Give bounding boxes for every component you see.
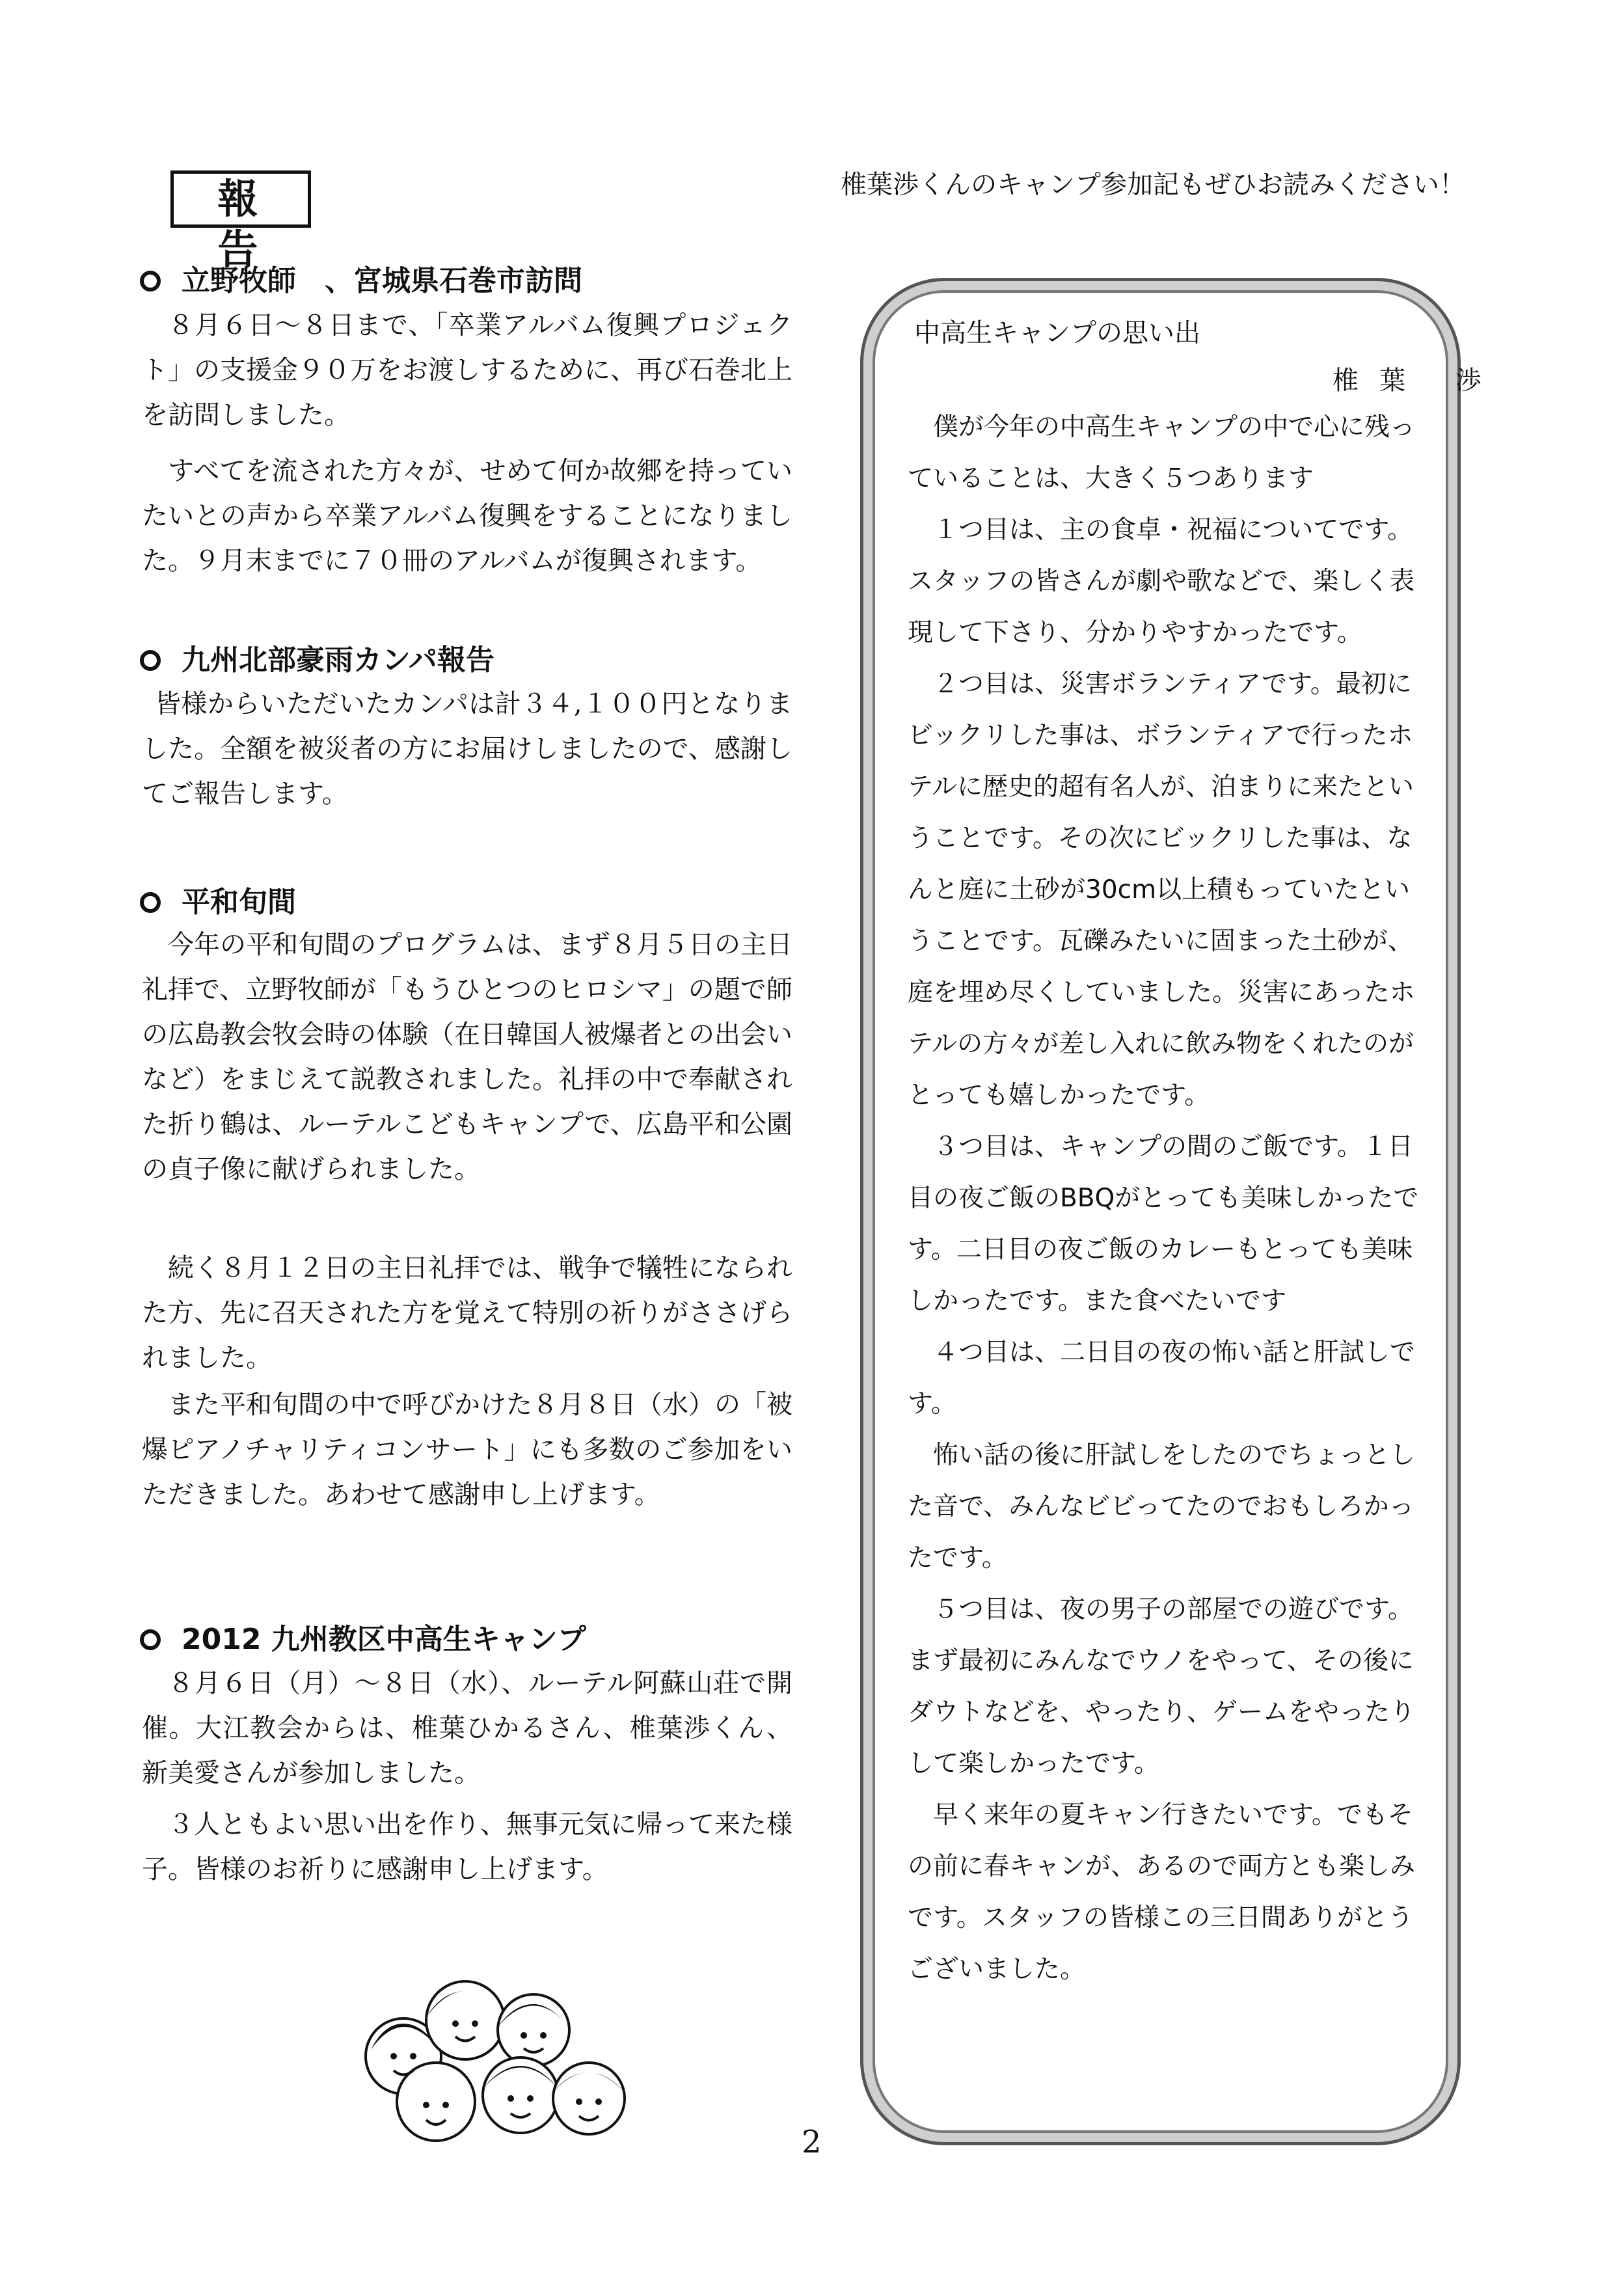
section-peace-paragraph-2: 続く８月１２日の主日礼拝では、戦争で犠牲になられた方、先に召天された方を覚えて特別の祈りがささげられました。 xyxy=(142,1253,792,1373)
circle-bullet-icon xyxy=(140,892,161,913)
essay-paragraph: 早く来年の夏キャン行きたいです。でもその前に春キャンが、あるので両方とも楽しみです。スタッフの皆様この三日間ありがとうございました。 xyxy=(908,1800,1416,1984)
section-peace-paragraph-1: 今年の平和旬間のプログラムは、まず８月５日の主日礼拝で、立野牧師が「もうひとつのヒロシマ」の題で師の広島教会牧会時の体験（在日韓国人被爆者との出会いなど）をまじえて説教されました。礼拝の中で奉献された折り鶴は、ルーテルこどもキャンプで、広島平和公園の貞子像に献げられました。 xyxy=(142,930,792,1184)
section-camp-paragraph-1: ８月６日（月）～８日（水）、ルーテル阿蘇山荘で開催。大江教会からは、椎葉ひかるさん、椎葉渉くん、新美愛さんが参加しました。 xyxy=(142,1668,792,1788)
report-title: 報 告 xyxy=(170,170,311,228)
essay-paragraph: ２つ目は、災害ボランティアです。最初にビックリした事は、ボランティアで行ったホテルに歴史的超有名人が、泊まりに来たということです。その次にビックリした事は、なんと庭に土砂が30cm以上積もっていたということです。瓦礫みたいに固まった土砂が、庭を埋め尽くしていました。災害にあったホテルの方々が差し入れに飲み物をくれたのがとっても嬉しかったです。 xyxy=(908,670,1415,1110)
page-number: 2 xyxy=(802,2124,822,2160)
circle-bullet-icon xyxy=(140,650,161,671)
children-illustration xyxy=(345,1959,644,2147)
section-visit-paragraph-1: ８月６日～８日まで、「卒業アルバム復興プロジェクト」の支援金９０万をお渡しするために、再び石巻北上を訪問しました。 xyxy=(142,310,792,430)
circle-bullet-icon xyxy=(140,1629,161,1650)
essay-body xyxy=(908,401,1422,1995)
section-heading-camp: 2012 九州教区中高生キャンプ xyxy=(140,1616,586,1657)
section-peace-paragraph-3: また平和旬間の中で呼びかけた８月８日（水）の「被爆ピアノチャリティコンサート」にも多数のご参加をいただきました。あわせて感謝申し上げます。 xyxy=(142,1390,792,1510)
circle-bullet-icon xyxy=(140,271,161,292)
essay-paragraph: ５つ目は、夜の男子の部屋での遊びです。まず最初にみんなでウノをやって、その後にダウトなどを、やったり、ゲームをやったりして楽しかったです。 xyxy=(908,1595,1416,1778)
section-heading-donation: 九州北部豪雨カンパ報告 xyxy=(140,636,494,678)
section-visit-paragraph-2: すべてを流された方々が、せめて何か故郷を持っていたいとの声から卒業アルバム復興をすることになりました。９月末までに７０冊のアルバムが復興されます。 xyxy=(142,456,792,576)
section-heading-peace: 平和旬間 xyxy=(140,878,296,920)
essay-paragraph: １つ目は、主の食卓・祝福についてです。スタッフの皆さんが劇や歌などで、楽しく表現して下さり、分かりやすかったです。 xyxy=(908,515,1415,647)
essay-paragraph: 怖い話の後に肝試しをしたのでちょっとした音で、みんなビビってたのでおもしろかったです。 xyxy=(908,1441,1416,1573)
essay-paragraph: ３つ目は、キャンプの間のご飯です。１日目の夜ご飯のBBQがとっても美味しかったです。二日目の夜ご飯のカレーもとっても美味しかったです。また食べたいです xyxy=(908,1132,1419,1316)
section-camp-paragraph-2: ３人ともよい思い出を作り、無事元気に帰って来た様子。皆様のお祈りに感謝申し上げます。 xyxy=(142,1810,792,1884)
essay-paragraph: ４つ目は、二日目の夜の怖い話と肝試しです。 xyxy=(908,1338,1416,1418)
section-donation-paragraph: 皆様からいただいたカンパは計３４,１００円となりました。全額を被災者の方にお届けしましたので、感謝してご報告します。 xyxy=(142,689,792,809)
essay-author: 椎葉 渉 xyxy=(1333,366,1502,396)
essay-intro-note: 椎葉渉くんのキャンプ参加記もぜひお読みください！ xyxy=(841,170,1465,200)
essay-paragraph: 僕が今年の中高生キャンプの中で心に残っていることは、大きく５つあります xyxy=(908,413,1416,493)
essay-title: 中高生キャンプの思い出 xyxy=(914,318,1200,348)
section-heading-visit: 立野牧師 、宮城県石巻市訪問 xyxy=(140,257,582,299)
